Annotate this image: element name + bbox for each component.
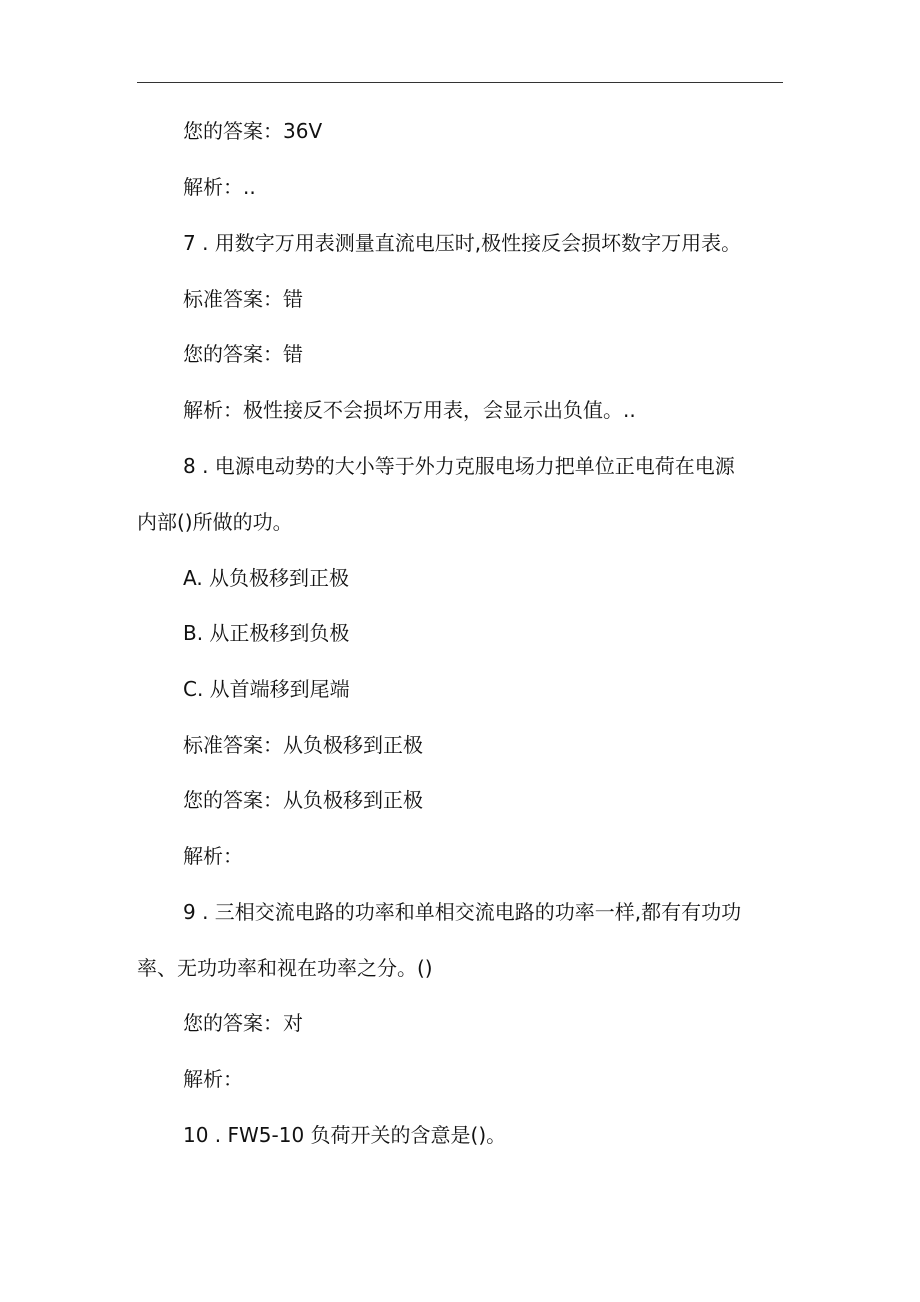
q8-option-b: B. 从正极移到负极 xyxy=(183,621,350,645)
q9-your-answer: 您的答案：对 xyxy=(183,1011,303,1035)
q7-your-answer: 您的答案：错 xyxy=(183,342,303,366)
q8-option-a: A. 从负极移到正极 xyxy=(183,566,350,590)
q8-standard-answer: 标准答案：从负极移到正极 xyxy=(183,733,423,757)
q10-question: 10 . FW5-10 负荷开关的含意是()。 xyxy=(183,1123,507,1147)
q7-explanation: 解析：极性接反不会损坏万用表，会显示出负值。.. xyxy=(183,398,636,422)
q8-question-line1: 8 . 电源电动势的大小等于外力克服电场力把单位正电荷在电源 xyxy=(183,454,735,478)
q7-question: 7 . 用数字万用表测量直流电压时,极性接反会损坏数字万用表。 xyxy=(183,231,742,255)
q6-your-answer: 您的答案：36V xyxy=(183,119,323,143)
q8-question-line2: 内部()所做的功。 xyxy=(137,510,293,534)
q9-question-line1: 9 . 三相交流电路的功率和单相交流电路的功率一样,都有有功功 xyxy=(183,900,742,924)
q7-standard-answer: 标准答案：错 xyxy=(183,287,303,311)
q9-explanation: 解析： xyxy=(183,1067,243,1091)
q8-your-answer: 您的答案：从负极移到正极 xyxy=(183,788,423,812)
header-divider xyxy=(137,82,783,83)
q8-option-c: C. 从首端移到尾端 xyxy=(183,677,350,701)
q8-explanation: 解析： xyxy=(183,844,243,868)
q6-explanation: 解析：.. xyxy=(183,175,256,199)
q9-question-line2: 率、无功功率和视在功率之分。() xyxy=(137,956,433,980)
